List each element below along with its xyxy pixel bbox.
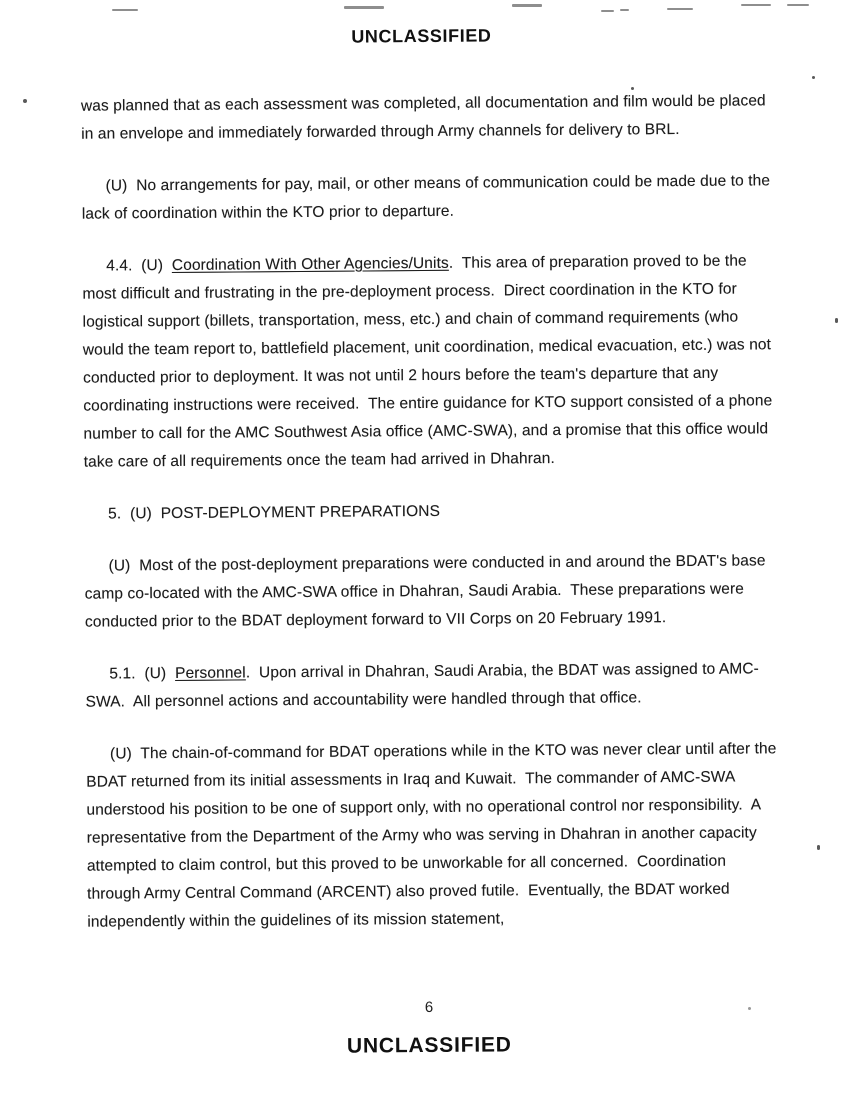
- classification-header: UNCLASSIFIED: [351, 25, 492, 47]
- section-5-1-title: Personnel: [175, 664, 246, 682]
- paragraph-chain-of-command: (U) The chain-of-command for BDAT operations while in the KTO was never clear until after the BDAT returned from its initial assessments in Iraq and Kuwait. The commander of AMC-SWA understood his position to be one of support only, with no operational control nor responsibility. A representative from the Department of the Army who was serving in Dhahran in another capacity attempted to claim control, but this proved to be unworkable for all concerned. Coordination through Army Central Command (ARCENT) also proved futile. Eventually, the BDAT worked independently within the guidelines of its mission statement,: [86, 740, 781, 931]
- paragraph-continuation: was planned that as each assessment was completed, all documentation and film would be placed in an envelope and immediately forwarded through Army channels for delivery to BRL.: [80, 92, 771, 143]
- document-body: [81, 87, 783, 960]
- section-5-1-paragraph: [85, 655, 780, 716]
- section-4-4-paragraph: [82, 247, 779, 476]
- section-5-1-number: 5.1. (U): [109, 664, 176, 683]
- section-4-4-number: 4.4. (U): [106, 256, 172, 275]
- paragraph-post-deployment: (U) Most of the post-deployment preparations were conducted in and around the BDAT's base camp co-located with the AMC-SWA office in Dhahran, Saudi Arabia. These preparations were conducted prior to the BDAT deployment forward to VII Corps on 20 February 1991.: [84, 552, 771, 631]
- section-5-1-body: . Upon arrival in Dhahran, Saudi Arabia, the BDAT was assigned to AMC-SWA. All personnel actions and accountability were handled through that office.: [85, 660, 759, 711]
- section-4-4-title: Coordination With Other Agencies/Units: [171, 254, 449, 274]
- section-5-heading: 5. (U) POST-DEPLOYMENT PREPARATIONS: [108, 502, 441, 523]
- section-4-4-body: . This area of preparation proved to be the most difficult and frustrating in the pre-deployment process. Direct coordination in the KTO for logistical support (billets, transportation, mess, etc.) and chain of command requirements (who would the team report to, battlefield placement, unit coordination, medical evacuation, etc.) was not conducted prior to deployment. It was not until 2 hours before the team's departure that any coordinating instructions were received. The entire guidance for KTO support consisted of a phone number to call for the AMC Southwest Asia office (AMC-SWA), and a promise that this office would take care of all requirements once the team had arrived in Dhahran.: [82, 252, 777, 471]
- page-number: 6: [424, 998, 434, 1017]
- classification-footer: UNCLASSIFIED: [346, 1033, 512, 1058]
- paragraph-arrangements: (U) No arrangements for pay, mail, or other means of communication could be made due to the lack of coordination within the KTO prior to departure.: [81, 172, 775, 223]
